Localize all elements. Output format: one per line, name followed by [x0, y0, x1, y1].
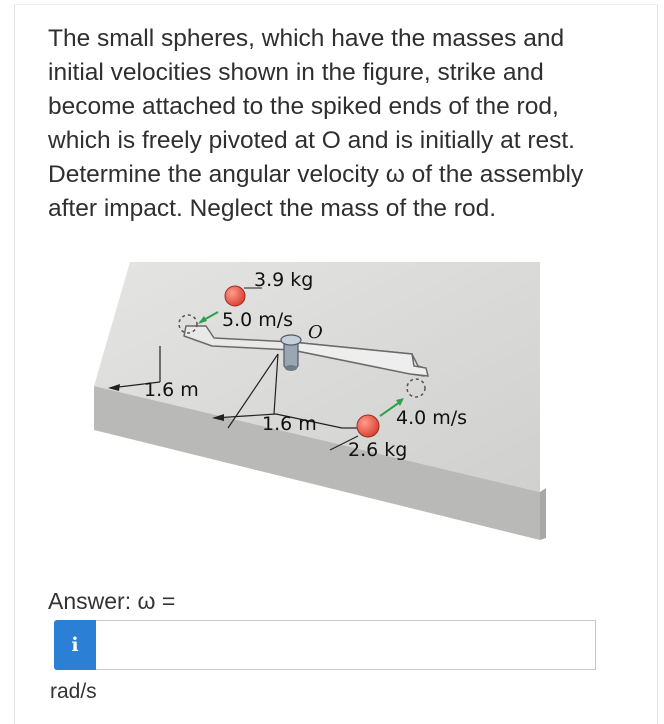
answer-row: [54, 620, 596, 670]
problem-figure: [94, 258, 546, 540]
answer-label: Answer: ω =: [48, 588, 176, 614]
platform-front: [540, 488, 546, 540]
sphere-top: [225, 286, 245, 306]
mass-bottom-label: 2.6 kg: [348, 439, 408, 461]
length-left-label: 1.6 m: [144, 379, 199, 401]
pivot-icon: [281, 335, 301, 371]
pivot-label: O: [308, 322, 323, 343]
length-right-label: 1.6 m: [262, 413, 317, 435]
velocity-bottom-label: 4.0 m/s: [396, 407, 468, 429]
units-label: rad/s: [50, 680, 97, 703]
info-icon[interactable]: i: [54, 620, 96, 670]
problem-statement: The small spheres, which have the masses and initial velocities shown in the figure, strike and become attached to the spiked ends of the rod, which is freely pivoted at O and is initially at rest. Determine the angular velocity ω of the assembly after impact. Neglect the mass of the rod.: [48, 25, 584, 222]
sphere-bottom: [357, 415, 379, 437]
mass-top-label: 3.9 kg: [254, 269, 314, 291]
velocity-top-label: 5.0 m/s: [222, 309, 294, 331]
rod-sphere-diagram: [94, 258, 546, 540]
answer-input[interactable]: [96, 620, 596, 670]
